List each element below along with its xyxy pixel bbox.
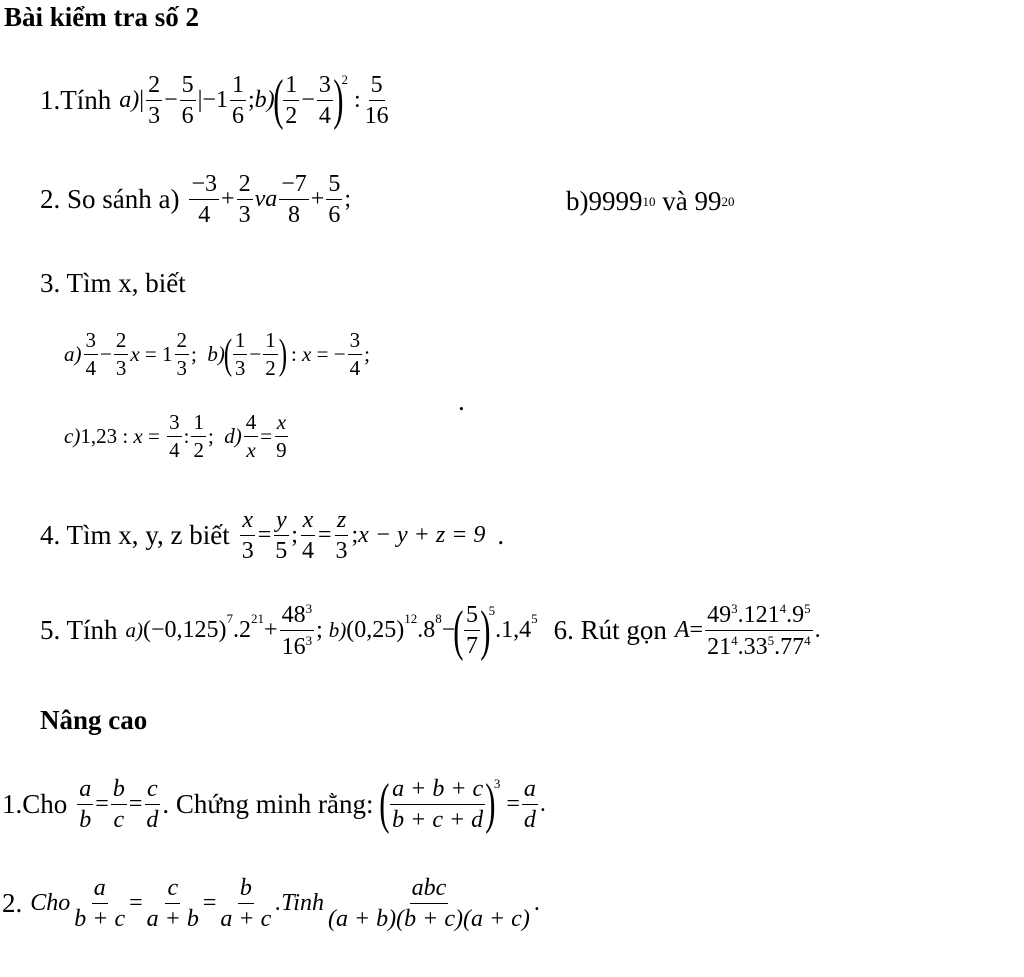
fraction: $\frac{5}{6}$ bbox=[328, 171, 341, 228]
q6-label: 6. Rút gọn bbox=[553, 615, 667, 645]
fraction: $\frac{1}{2}$ bbox=[193, 410, 204, 462]
fraction: $\frac{3}{4}$ bbox=[318, 71, 331, 129]
fraction: $\frac{3}{4}$ bbox=[85, 328, 96, 380]
question-3-ab: a) $\frac{3}{4}$ − $\frac{2}{3}$ x = 1 $\frac{2}{3}$ ; b) ( $\frac{1}{3}$ − $\frac{1}{2}$ ) : x = − $\frac{3}{4}$ ; bbox=[64, 328, 370, 380]
question-4: 4. Tìm x, y, z biết $\frac{x}{3}$ = $\frac{y}{5}$ ; $\frac{x}{4}$ = $\frac{z}{3}$ ; x − y + z = 9 . bbox=[40, 507, 505, 564]
q1-label: 1.Tính bbox=[40, 84, 112, 115]
fraction: $\frac{z}{3}$ bbox=[335, 507, 348, 564]
fraction: $\frac{\text{abc}}{(a + b)(b + c)(a + c)}$ bbox=[327, 875, 530, 932]
fraction: $\frac{2}{3}$ bbox=[115, 328, 127, 380]
question-1: 1.Tính a) | $\frac{2}{3}$ − $\frac{5}{6}$ |−1 $\frac{1}{6}$ ; b) ( $\frac{1}{2}$ − $\frac{3}{4}$ ) 2 : $\frac{5}{16}$ bbox=[40, 69, 389, 131]
q2-b-base: b)9999 bbox=[566, 186, 643, 216]
question-2: 2. So sánh a) $\frac{-3}{4}$ + $\frac{2}{3}$ va $\frac{-7}{8}$ + $\frac{5}{6}$ ; bbox=[40, 171, 351, 228]
fraction: $\frac{x}{9}$ bbox=[276, 410, 287, 462]
fraction: $\frac{-7}{8}$ bbox=[281, 171, 307, 228]
q2-va: va bbox=[254, 186, 278, 212]
fraction: $\frac{-3}{4}$ bbox=[191, 171, 218, 228]
fraction: $\frac{1}{6}$ bbox=[231, 71, 244, 129]
q2-label: 2. So sánh a) bbox=[40, 184, 180, 214]
fraction: $\frac{5}{16}$ bbox=[364, 71, 389, 129]
adv1-prove: . Chứng minh rằng: bbox=[162, 788, 374, 819]
q6-var: A bbox=[674, 617, 690, 643]
q4-label: 4. Tìm x, y, z biết bbox=[40, 520, 230, 550]
q3-dot: . bbox=[458, 386, 465, 416]
fraction: $\frac{4}{x}$ bbox=[245, 410, 257, 462]
question-2-part-b bbox=[566, 186, 734, 217]
fraction: $\frac{a}{d}$ bbox=[523, 775, 536, 833]
fraction: $\frac{1}{2}$ bbox=[285, 71, 298, 129]
fraction: $\frac{3}{4}$ bbox=[349, 328, 361, 380]
fraction: $\frac{a}{b}$ bbox=[79, 775, 92, 833]
page-title: Bài kiểm tra số 2 bbox=[4, 2, 199, 32]
q2-b-exp2: 20 bbox=[721, 193, 735, 209]
adv2-label: 2. bbox=[2, 888, 23, 918]
fraction: $\frac{1}{2}$ bbox=[265, 328, 276, 380]
question-3-cd: c) 1,23 : x = $\frac{3}{4}$ : $\frac{1}{2}$ ; d) $\frac{4}{x}$ = $\frac{x}{9}$ bbox=[64, 410, 287, 462]
fraction: $\frac{2}{3}$ bbox=[148, 71, 161, 129]
fraction: $\frac{a + b + c}{b + c + d}$ bbox=[392, 775, 484, 833]
fraction: $\frac{5}{6}$ bbox=[181, 71, 194, 129]
fraction: $\frac{2}{3}$ bbox=[238, 171, 251, 228]
q4-dot: . bbox=[497, 520, 505, 550]
fraction: $\frac{b}{c}$ bbox=[112, 775, 125, 833]
fraction: $\frac{y}{5}$ bbox=[275, 507, 288, 564]
fraction: $\frac{b}{a + c}$ bbox=[220, 875, 272, 932]
fraction: $\frac{3}{4}$ bbox=[169, 410, 180, 462]
q1-part-a: a) bbox=[119, 86, 140, 113]
fraction: $\frac{1}{3}$ bbox=[234, 328, 246, 380]
q2-b-exp1: 10 bbox=[642, 193, 656, 209]
adv2-cho: Cho bbox=[30, 890, 71, 916]
fraction: $\frac{x}{3}$ bbox=[241, 507, 254, 564]
fraction: $\frac{49^3.121^4.9^5}{21^4.33^5.77^4}$ bbox=[707, 601, 811, 660]
fraction: $\frac{2}{3}$ bbox=[176, 328, 188, 380]
question-5-6: 5. Tính a) (−0,125) $^7$ .2 $^{21}$ + $\frac{48^3}{16^3}$ ; b) (0,25) $^{12}$ .8 $^8$ − ( $\frac{5}{7}$ ) 5 .1,4 $^5$ 6. Rút gọn A = $\frac{49^3.121^4.9^5}{21^4.33^5.77^4}$ . bbox=[40, 599, 821, 662]
question-3-label: 3. Tìm x, biết bbox=[40, 268, 186, 298]
fraction: $\frac{48^3}{16^3}$ bbox=[281, 601, 313, 660]
q1-part-b: b) bbox=[254, 86, 275, 113]
advanced-1: 1.Cho $\frac{a}{b}$ = $\frac{b}{c}$ = $\frac{c}{d}$ . Chứng minh rằng: ( $\frac{a + b + c}{b + c + d}$ ) 3 = $\frac{a}{d}$ . bbox=[2, 773, 546, 835]
adv1-label: 1.Cho bbox=[2, 788, 68, 819]
fraction: $\frac{c}{d}$ bbox=[146, 775, 159, 833]
q5-label: 5. Tính bbox=[40, 615, 118, 645]
advanced-2: 2. Cho $\frac{a}{b + c}$ = $\frac{c}{a + b}$ = $\frac{b}{a + c}$ .Tinh $\frac{\text{abc}}{(a + b)(b + c)(a + c)}$ . bbox=[2, 875, 540, 932]
fraction: $\frac{x}{4}$ bbox=[301, 507, 314, 564]
advanced-heading: Nâng cao bbox=[40, 705, 148, 735]
fraction: $\frac{5}{7}$ bbox=[465, 602, 478, 659]
fraction: $\frac{c}{a + b}$ bbox=[146, 875, 199, 932]
q2-b-base2: và 99 bbox=[662, 186, 722, 216]
fraction: $\frac{a}{b + c}$ bbox=[74, 875, 126, 932]
adv2-tinh: .Tinh bbox=[275, 890, 324, 916]
q4-equation: x − y + z = 9 bbox=[358, 522, 486, 548]
